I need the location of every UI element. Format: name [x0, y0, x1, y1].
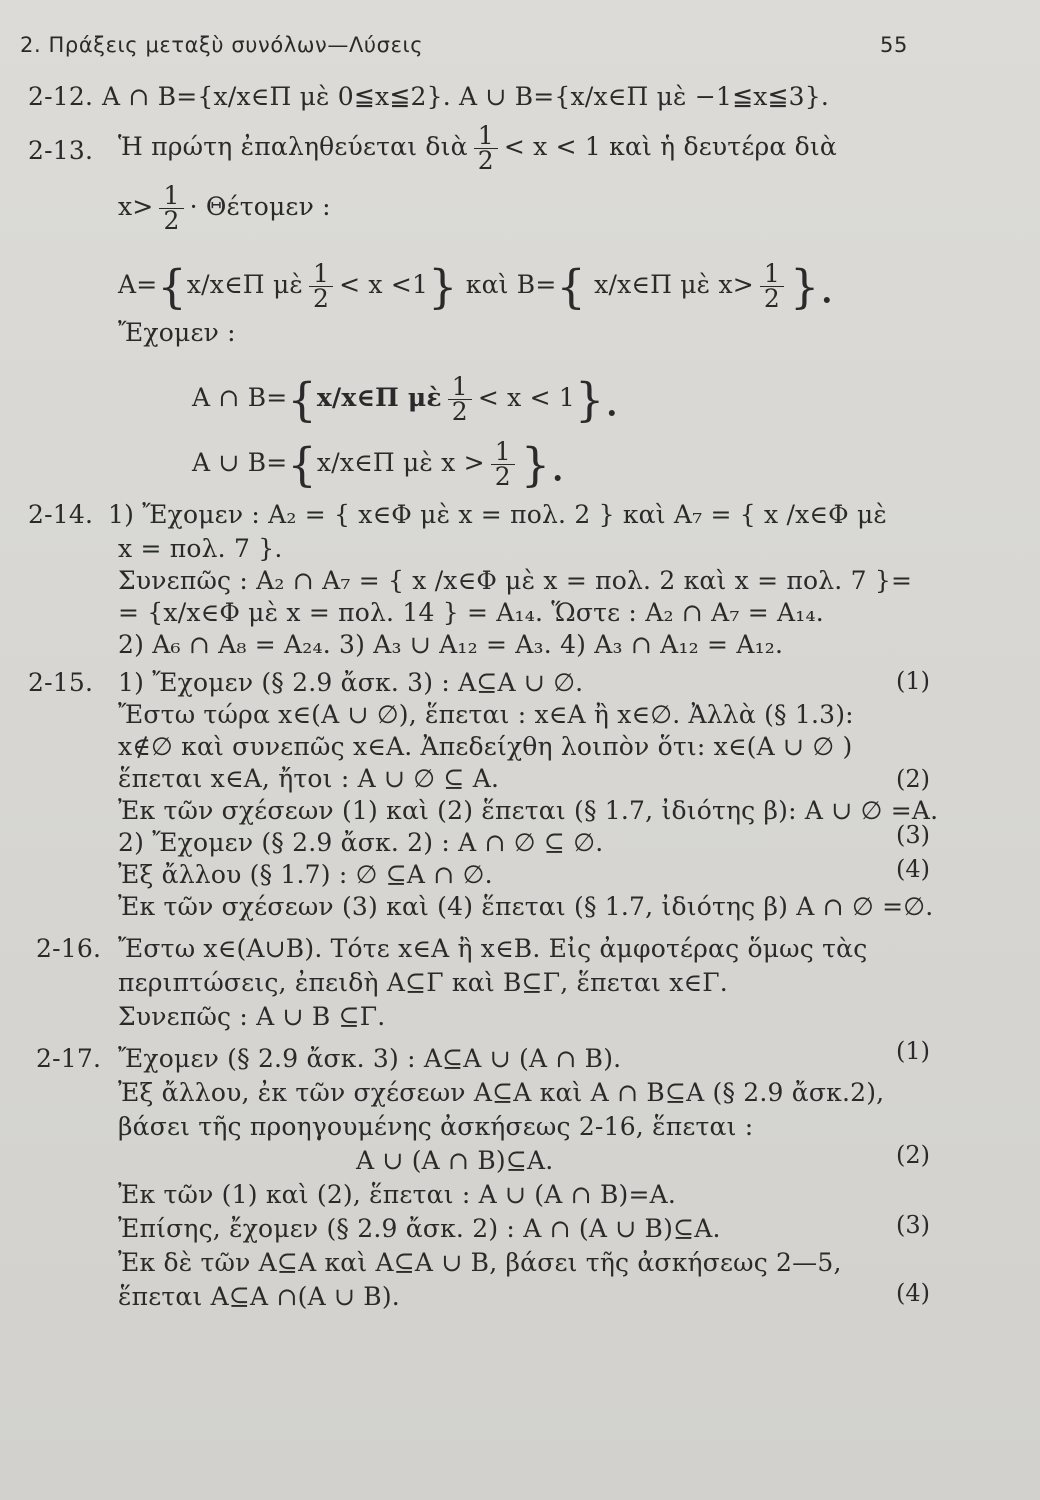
- solution-text: 2) Ἔχομεν (§ 2.9 ἄσκ. 2) : A ∩ ∅ ⊆ ∅.: [118, 828, 604, 857]
- solution-text: A ∪ (A ∩ B)⊆A.: [356, 1146, 554, 1175]
- text-fragment: καὶ B=: [465, 270, 557, 299]
- exercise-number: 2-16.: [36, 934, 102, 963]
- solution-text: Ἐκ τῶν σχέσεων (1) καὶ (2) ἕπεται (§ 1.7, ἰδιότης β): A ∪ ∅ =A.: [118, 796, 939, 825]
- right-brace: }: [428, 259, 458, 314]
- exercise-number: 2-13.: [28, 136, 94, 165]
- fraction-denominator: 2: [763, 284, 780, 313]
- fraction-denominator: 2: [477, 146, 494, 175]
- equation-number: (2): [896, 1141, 930, 1169]
- text-fragment: A=: [118, 270, 158, 299]
- solution-text: Ἔχομεν :: [118, 318, 236, 347]
- fraction-numerator: 1: [159, 184, 183, 209]
- text-fragment: x/x∈Π μὲ: [186, 270, 304, 299]
- fraction-denominator: 2: [494, 462, 511, 491]
- solution-text: Ἐκ δὲ τῶν A⊆A καὶ A⊆A ∪ B, βάσει τῆς ἀσκήσεως 2—5,: [118, 1248, 842, 1277]
- fraction-denominator: 2: [313, 284, 330, 313]
- fraction-numerator: 1: [760, 262, 784, 287]
- solution-text: ἕπεται A⊆A ∩(A ∪ B).: [118, 1282, 400, 1311]
- fraction: [309, 259, 333, 313]
- fraction-numerator: 1: [448, 375, 472, 400]
- left-brace: {: [287, 437, 317, 492]
- solution-text: Ἔστω τώρα x∈(A ∪ ∅), ἕπεται : x∈A ἢ x∈∅. Ἀλλὰ (§ 1.3):: [118, 700, 854, 729]
- solution-text: Ἔχομεν (§ 2.9 ἄσκ. 3) : A⊆A ∪ (A ∩ B).: [118, 1044, 622, 1073]
- exercise-number: 2-14.: [28, 500, 94, 529]
- solution-text: Ἐκ τῶν σχέσεων (3) καὶ (4) ἕπεται (§ 1.7, ἰδιότης β) A ∩ ∅ =∅.: [118, 892, 934, 921]
- solution-text: [118, 181, 331, 235]
- exercise-number: 2-17.: [36, 1044, 102, 1073]
- equation-number: (2): [896, 765, 930, 793]
- solution-text: x∉∅ καὶ συνεπῶς x∈A. Ἀπεδείχθη λοιπὸν ὅτι: x∈(A ∪ ∅ ): [118, 732, 853, 761]
- running-title: 2. Πράξεις μεταξὺ συνόλων—Λύσεις: [20, 33, 424, 57]
- set-definition: [118, 259, 835, 314]
- solution-text: περιπτώσεις, ἐπειδὴ A⊆Γ καὶ B⊆Γ, ἕπεται x∈Γ.: [118, 968, 728, 997]
- fraction: [474, 121, 498, 175]
- fraction-numerator: 1: [474, 124, 498, 149]
- fraction: [448, 372, 472, 426]
- solution-text: Ἐπίσης, ἔχομεν (§ 2.9 ἄσκ. 2) : A ∩ (A ∪ B)⊆A.: [118, 1214, 721, 1243]
- text-fragment: < x < 1: [477, 383, 575, 412]
- text-fragment: < x < 1 καὶ ἡ δευτέρα διὰ: [503, 132, 837, 161]
- equation-number: (4): [896, 1279, 930, 1307]
- exercise-number: 2-12.: [28, 82, 94, 111]
- text-fragment: < x <1: [339, 270, 429, 299]
- text-fragment: A ∩ B=: [192, 383, 288, 412]
- text-fragment: x>: [118, 192, 154, 221]
- solution-text: x = πολ. 7 }.: [118, 534, 283, 563]
- fraction: [159, 181, 183, 235]
- solution-text: 1) Ἔχομεν : A₂ = { x∈Φ μὲ x = πολ. 2 } καὶ A₇ = { x /x∈Φ μὲ: [108, 500, 888, 529]
- right-brace: }.: [520, 437, 566, 492]
- solution-text: Συνεπῶς : A ∪ B ⊆Γ.: [118, 1002, 386, 1031]
- left-brace: {: [556, 259, 586, 314]
- exercise-number: 2-15.: [28, 668, 94, 697]
- left-brace: {: [287, 372, 317, 427]
- solution-text: [118, 121, 837, 175]
- equation-number: (3): [896, 821, 930, 849]
- right-brace: }.: [575, 372, 620, 427]
- solution-text: ἕπεται x∈A, ἤτοι : A ∪ ∅ ⊆ A.: [118, 764, 500, 793]
- text-fragment: x/x∈Π μὲ x>: [594, 270, 754, 299]
- equation-number: (3): [896, 1211, 930, 1239]
- text-fragment: Ἡ πρώτη ἐπαληθεύεται διὰ: [118, 132, 468, 161]
- solution-text: Ἐξ ἄλλου (§ 1.7) : ∅ ⊆A ∩ ∅.: [118, 860, 493, 889]
- text-fragment: A ∪ B=: [192, 448, 288, 477]
- fraction: [760, 259, 784, 313]
- solution-text: A ∩ B={x/x∈Π μὲ 0≦x≦2}. A ∪ B={x/x∈Π μὲ −1≦x≦3}.: [102, 82, 830, 111]
- text-fragment: x/x∈Π μὲ: [316, 383, 442, 412]
- text-fragment: · Θέτομεν :: [189, 192, 331, 221]
- set-intersection: [192, 372, 620, 427]
- solution-text: Ἐξ ἄλλου, ἐκ τῶν σχέσεων A⊆A καὶ A ∩ B⊆A (§ 2.9 ἄσκ.2),: [118, 1078, 885, 1107]
- solution-text: βάσει τῆς προηγουμένης ἀσκήσεως 2-16, ἕπεται :: [118, 1112, 754, 1141]
- right-brace: }.: [790, 259, 835, 314]
- text-fragment: x/x∈Π μὲ x >: [316, 448, 485, 477]
- fraction-denominator: 2: [163, 206, 180, 235]
- solution-text: Ἔστω x∈(A∪B). Τότε x∈A ἢ x∈B. Εἰς ἀμφοτέρας ὅμως τὰς: [118, 934, 868, 963]
- equation-number: (1): [896, 1037, 930, 1065]
- solution-text: 2) A₆ ∩ A₈ = A₂₄. 3) A₃ ∪ A₁₂ = A₃. 4) A₃ ∩ A₁₂ = A₁₂.: [118, 630, 784, 659]
- solution-text: Συνεπῶς : A₂ ∩ A₇ = { x /x∈Φ μὲ x = πολ. 2 καὶ x = πολ. 7 }=: [118, 566, 913, 595]
- fraction-numerator: 1: [309, 262, 333, 287]
- page-number: 55: [880, 33, 908, 57]
- fraction-numerator: 1: [491, 440, 515, 465]
- equation-number: (4): [896, 855, 930, 883]
- equation-number: (1): [896, 667, 930, 695]
- fraction: [491, 437, 515, 491]
- fraction-denominator: 2: [451, 397, 468, 426]
- solution-text: 1) Ἔχομεν (§ 2.9 ἄσκ. 3) : A⊆A ∪ ∅.: [118, 668, 584, 697]
- left-brace: {: [157, 259, 187, 314]
- set-union: [192, 437, 566, 492]
- solution-text: = {x/x∈Φ μὲ x = πολ. 14 } = A₁₄. Ὥστε : A₂ ∩ A₇ = A₁₄.: [118, 598, 824, 627]
- solution-text: Ἐκ τῶν (1) καὶ (2), ἕπεται : A ∪ (A ∩ B)=A.: [118, 1180, 677, 1209]
